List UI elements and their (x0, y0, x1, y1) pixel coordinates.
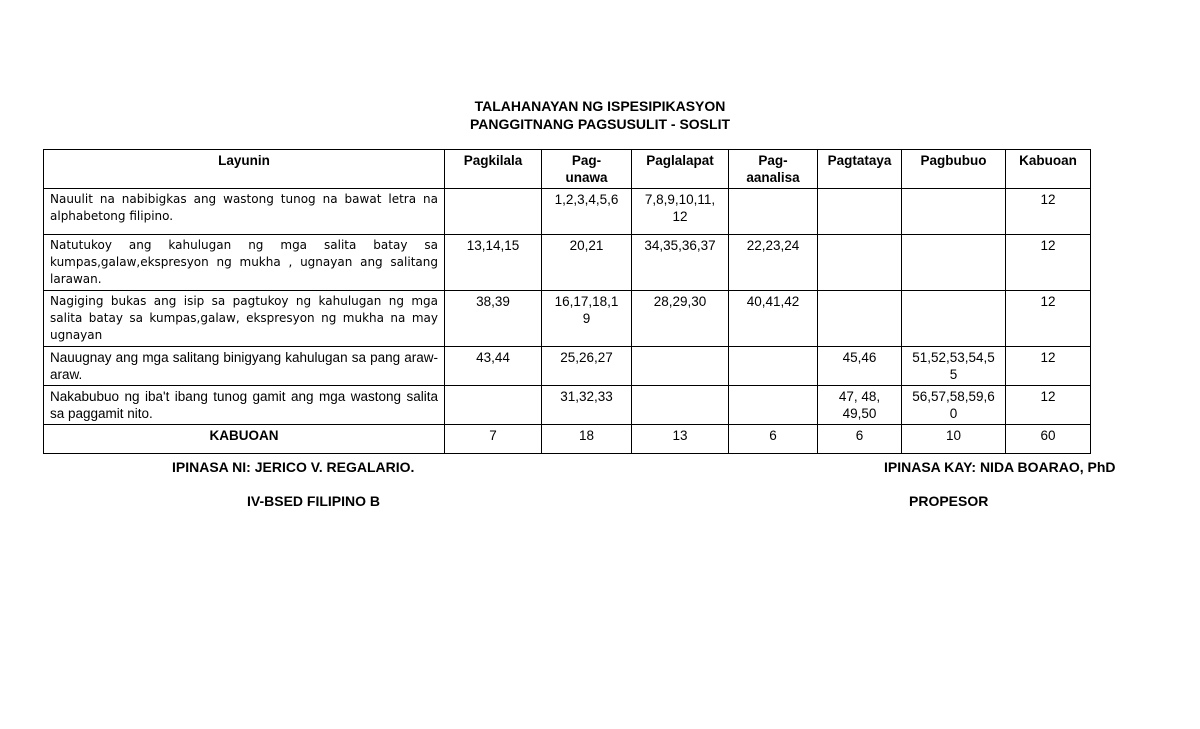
table-row (44, 235, 1091, 291)
item-numbers-cell (445, 386, 542, 425)
item-numbers-cell: 12 (1006, 235, 1091, 291)
item-numbers-cell (902, 291, 1006, 347)
table-row (44, 291, 1091, 347)
total-cell: 6 (729, 425, 818, 454)
objective-cell: Nakabubuo ng iba't ibang tunog gamit ang mga wastong salita sa paggamit nito. (44, 386, 445, 425)
item-numbers-cell (729, 347, 818, 386)
item-numbers-cell: 47, 48, 49,50 (818, 386, 902, 425)
specification-table (43, 149, 1091, 454)
total-cell: 13 (632, 425, 729, 454)
role-label: PROPESOR (909, 493, 989, 509)
item-numbers-cell (818, 189, 902, 235)
table-row (44, 347, 1091, 386)
column-header: Paglalapat (632, 150, 729, 189)
item-numbers-cell: 34,35,36,37 (632, 235, 729, 291)
item-numbers-cell: 12 (1006, 347, 1091, 386)
item-numbers-cell (632, 347, 729, 386)
item-numbers-cell (902, 235, 1006, 291)
totals-label: KABUOAN (44, 425, 445, 454)
item-numbers-cell: 43,44 (445, 347, 542, 386)
item-numbers-cell: 16,17,18,1 9 (542, 291, 632, 347)
column-header: Pagkilala (445, 150, 542, 189)
item-numbers-cell: 13,14,15 (445, 235, 542, 291)
item-numbers-cell: 31,32,33 (542, 386, 632, 425)
item-numbers-cell (729, 189, 818, 235)
header-row (44, 150, 1091, 189)
table-row (44, 189, 1091, 235)
objective-cell: Nauulit na nabibigkas ang wastong tunog na bawat letra na alphabetong filipino. (44, 189, 445, 235)
total-cell: 7 (445, 425, 542, 454)
total-cell: 6 (818, 425, 902, 454)
item-numbers-cell: 20,21 (542, 235, 632, 291)
column-header: Pagbubuo (902, 150, 1006, 189)
total-cell: 18 (542, 425, 632, 454)
item-numbers-cell: 45,46 (818, 347, 902, 386)
submitted-by: IPINASA NI: JERICO V. REGALARIO. (172, 459, 415, 475)
item-numbers-cell: 12 (1006, 189, 1091, 235)
column-header: Pag- aanalisa (729, 150, 818, 189)
item-numbers-cell: 12 (1006, 291, 1091, 347)
objective-cell: Nagiging bukas ang isip sa pagtukoy ng kahulugan ng mga salita batay sa kumpas,galaw, ekspresyon ng mukha na may ugnayan (44, 291, 445, 347)
column-header: Layunin (44, 150, 445, 189)
item-numbers-cell (632, 386, 729, 425)
document-title: TALAHANAYAN NG ISPESIPIKASYON (474, 98, 726, 114)
item-numbers-cell (729, 386, 818, 425)
column-header: Kabuoan (1006, 150, 1091, 189)
column-header: Pagtataya (818, 150, 902, 189)
item-numbers-cell (818, 235, 902, 291)
item-numbers-cell: 40,41,42 (729, 291, 818, 347)
totals-row (44, 425, 1091, 454)
document-subtitle: PANGGITNANG PAGSUSULIT - SOSLIT (469, 116, 731, 132)
item-numbers-cell: 38,39 (445, 291, 542, 347)
submitted-to: IPINASA KAY: NIDA BOARAO, PhD (884, 459, 1116, 475)
total-cell: 10 (902, 425, 1006, 454)
item-numbers-cell: 12 (1006, 386, 1091, 425)
section-label: IV-BSED FILIPINO B (247, 493, 381, 509)
item-numbers-cell: 7,8,9,10,11, 12 (632, 189, 729, 235)
item-numbers-cell: 22,23,24 (729, 235, 818, 291)
item-numbers-cell: 25,26,27 (542, 347, 632, 386)
item-numbers-cell: 51,52,53,54,5 5 (902, 347, 1006, 386)
item-numbers-cell: 1,2,3,4,5,6 (542, 189, 632, 235)
total-cell: 60 (1006, 425, 1091, 454)
objective-cell: Nauugnay ang mga salitang binigyang kahulugan sa pang araw-araw. (44, 347, 445, 386)
column-header: Pag- unawa (542, 150, 632, 189)
item-numbers-cell (902, 189, 1006, 235)
item-numbers-cell: 28,29,30 (632, 291, 729, 347)
item-numbers-cell (818, 291, 902, 347)
item-numbers-cell: 56,57,58,59,6 0 (902, 386, 1006, 425)
item-numbers-cell (445, 189, 542, 235)
objective-cell: Natutukoy ang kahulugan ng mga salita batay sa kumpas,galaw,ekspresyon ng mukha , ugnayan ang salitang larawan. (44, 235, 445, 291)
table-row (44, 386, 1091, 425)
